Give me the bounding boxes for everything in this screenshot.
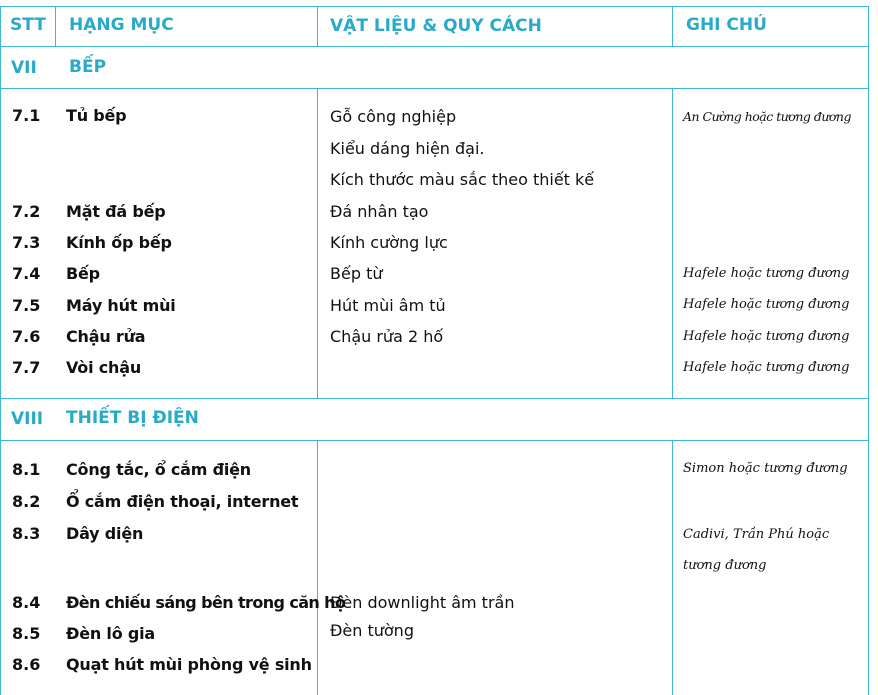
row-item: Kính ốp bếp (66, 233, 172, 252)
row-material: Kính cường lực (330, 233, 448, 252)
row-item: Dây diện (66, 524, 144, 543)
row-note: Hafele hoặc tương đương (683, 360, 850, 375)
row-material: Hút mùi âm tủ (330, 296, 446, 315)
rule-col-material-a (672, 6, 673, 46)
section-title: BẾP (69, 57, 107, 77)
row-item: Bếp (66, 264, 100, 283)
rule-col-item-b (317, 88, 318, 398)
section-number: VII (11, 58, 37, 78)
row-number: 7.2 (12, 202, 41, 221)
row-number: 8.5 (12, 624, 41, 643)
section-title: THIẾT BỊ ĐIỆN (66, 408, 199, 428)
header-item: HẠNG MỤC (69, 15, 174, 35)
row-material: Kích thước màu sắc theo thiết kế (330, 170, 595, 189)
rule-header-bottom (0, 46, 868, 47)
header-note: GHI CHÚ (686, 15, 767, 35)
rule-right (868, 6, 869, 695)
row-number: 8.3 (12, 524, 41, 543)
row-number: 7.4 (12, 264, 41, 283)
row-item: Công tắc, ổ cắm điện (66, 460, 251, 479)
row-item: Máy hút mùi (66, 296, 176, 315)
row-number: 7.7 (12, 358, 41, 377)
row-number: 8.2 (12, 492, 41, 511)
row-item: Mặt đá bếp (66, 202, 166, 221)
row-material: Đèn tường (330, 621, 414, 640)
rule-section-vii-end (0, 398, 868, 399)
rule-col-material-c (672, 440, 673, 695)
section-number: VIII (11, 409, 44, 429)
row-note: Hafele hoặc tương đương (683, 329, 850, 344)
row-material: Đèn downlight âm trần (330, 593, 515, 612)
row-item: Chậu rửa (66, 327, 146, 346)
row-item: Quạt hút mùi phòng vệ sinh (66, 655, 312, 674)
row-material: Chậu rửa 2 hố (330, 327, 444, 346)
row-note: Cadivi, Trần Phú hoặc (683, 527, 830, 542)
row-note: Hafele hoặc tương đương (683, 266, 850, 281)
row-item: Ổ cắm điện thoại, internet (66, 492, 299, 511)
row-number: 8.4 (12, 593, 41, 612)
row-material: Gỗ công nghiệp (330, 107, 457, 126)
header-stt: STT (10, 15, 46, 35)
row-number: 7.1 (12, 106, 41, 125)
header-material: VẬT LIỆU & QUY CÁCH (330, 16, 542, 36)
row-number: 8.6 (12, 655, 41, 674)
row-number: 8.1 (12, 460, 41, 479)
row-material: Bếp từ (330, 264, 383, 283)
row-material: Kiểu dáng hiện đại. (330, 139, 485, 158)
rule-section-viii-bottom (0, 440, 868, 441)
row-item: Đèn lô gia (66, 624, 156, 643)
rule-top (0, 6, 868, 7)
rule-left (0, 6, 1, 695)
row-note: Simon hoặc tương đương (683, 461, 848, 476)
rule-col-material-b (672, 88, 673, 398)
rule-col-stt (55, 6, 56, 46)
row-item: Vòi chậu (66, 358, 142, 377)
row-material: Đá nhân tạo (330, 202, 429, 221)
row-number: 7.3 (12, 233, 41, 252)
rule-col-item-c (317, 440, 318, 695)
row-note: An Cường hoặc tương đương (683, 109, 851, 124)
row-number: 7.6 (12, 327, 41, 346)
row-item: Tủ bếp (66, 106, 127, 125)
row-number: 7.5 (12, 296, 41, 315)
row-note: tương đương (683, 558, 767, 573)
rule-section-vii-bottom (0, 88, 868, 89)
row-note: Hafele hoặc tương đương (683, 297, 850, 312)
rule-col-item-a (317, 6, 318, 46)
row-item: Đèn chiếu sáng bên trong căn hộ (66, 593, 346, 612)
